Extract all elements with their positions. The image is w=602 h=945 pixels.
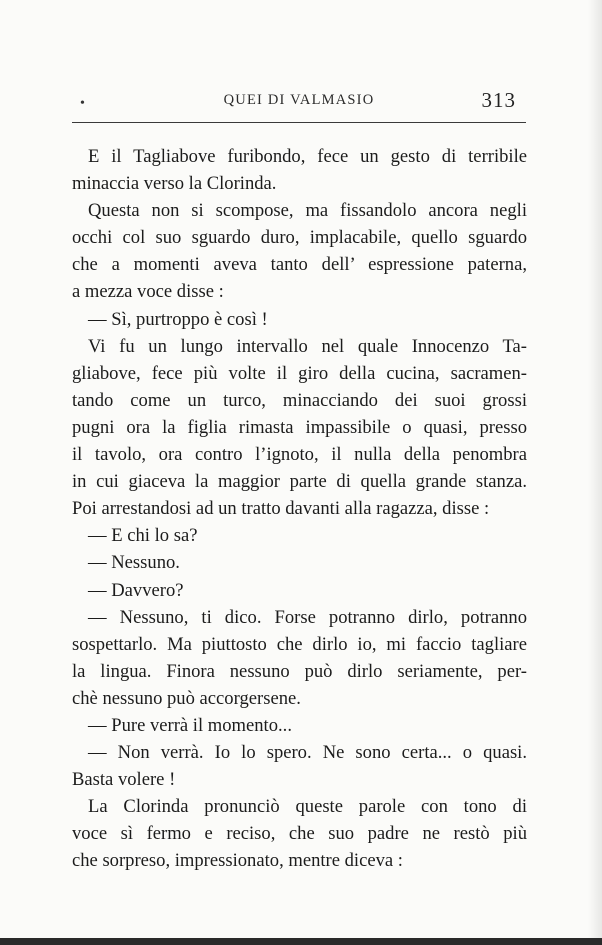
body-text: [72, 143, 527, 875]
text-line: che sorpreso, impressionato, mentre diceva :: [72, 850, 403, 872]
text-line: chè nessuno può accorgersene.: [72, 687, 301, 709]
text-line: — Sì, purtroppo è così !: [88, 308, 268, 330]
text-line: — Nessuno.: [88, 552, 180, 574]
text-line: voce sì fermo e reciso, che suo padre ne restò più: [72, 823, 527, 845]
text-line: La Clorinda pronunciò queste parole con tono di: [88, 796, 527, 818]
header-rule: [72, 122, 526, 123]
text-line: E il Tagliabove furibondo, fece un gesto di terribile: [88, 146, 527, 167]
text-line: che a momenti aveva tanto dell’ espressione paterna,: [72, 254, 527, 276]
page-header: [72, 88, 526, 116]
text-line: — Pure verrà il momento...: [88, 714, 292, 736]
text-line: Questa non si scompose, ma fissandolo ancora negli: [88, 200, 527, 222]
text-line: sospettarlo. Ma piuttosto che dirlo io, mi faccio tagliare: [72, 633, 527, 655]
header-mark: •: [80, 96, 85, 111]
text-line: occhi col suo sguardo duro, implacabile, quello sguardo: [72, 227, 527, 249]
running-head: QUEI DI VALMASIO: [223, 92, 375, 108]
page-bottom-edge: [0, 938, 602, 945]
text-line: la lingua. Finora nessuno può dirlo seriamente, per-: [72, 660, 527, 682]
text-line: a mezza voce disse :: [72, 281, 224, 303]
text-line: Poi arrestandosi ad un tratto davanti alla ragazza, disse :: [72, 498, 490, 520]
text-line: in cui giaceva la maggior parte di quella grande stanza.: [72, 471, 527, 493]
text-line: Vi fu un lungo intervallo nel quale Innocenzo Ta-: [88, 335, 527, 357]
text-line: pugni ora la figlia rimasta impassibile o quasi, presso: [72, 416, 527, 438]
text-line: minaccia verso la Clorinda.: [72, 173, 277, 195]
text-line: — Non verrà. Io lo spero. Ne sono certa... o quasi.: [88, 742, 527, 764]
page-edge-shadow: [588, 0, 602, 945]
text-line: gliabove, fece più volte il giro della cucina, sacramen-: [72, 362, 527, 384]
text-line: — Nessuno, ti dico. Forse potranno dirlo, potranno: [88, 606, 527, 628]
page-number: 313: [481, 88, 516, 112]
text-line: — Davvero?: [88, 579, 184, 601]
text-line: il tavolo, ora contro l’ignoto, il nulla della penombra: [72, 444, 527, 466]
text-line: — E chi lo sa?: [88, 525, 198, 547]
text-line: Basta volere !: [72, 769, 176, 791]
text-line: tando come un turco, minacciando dei suoi grossi: [72, 389, 527, 411]
